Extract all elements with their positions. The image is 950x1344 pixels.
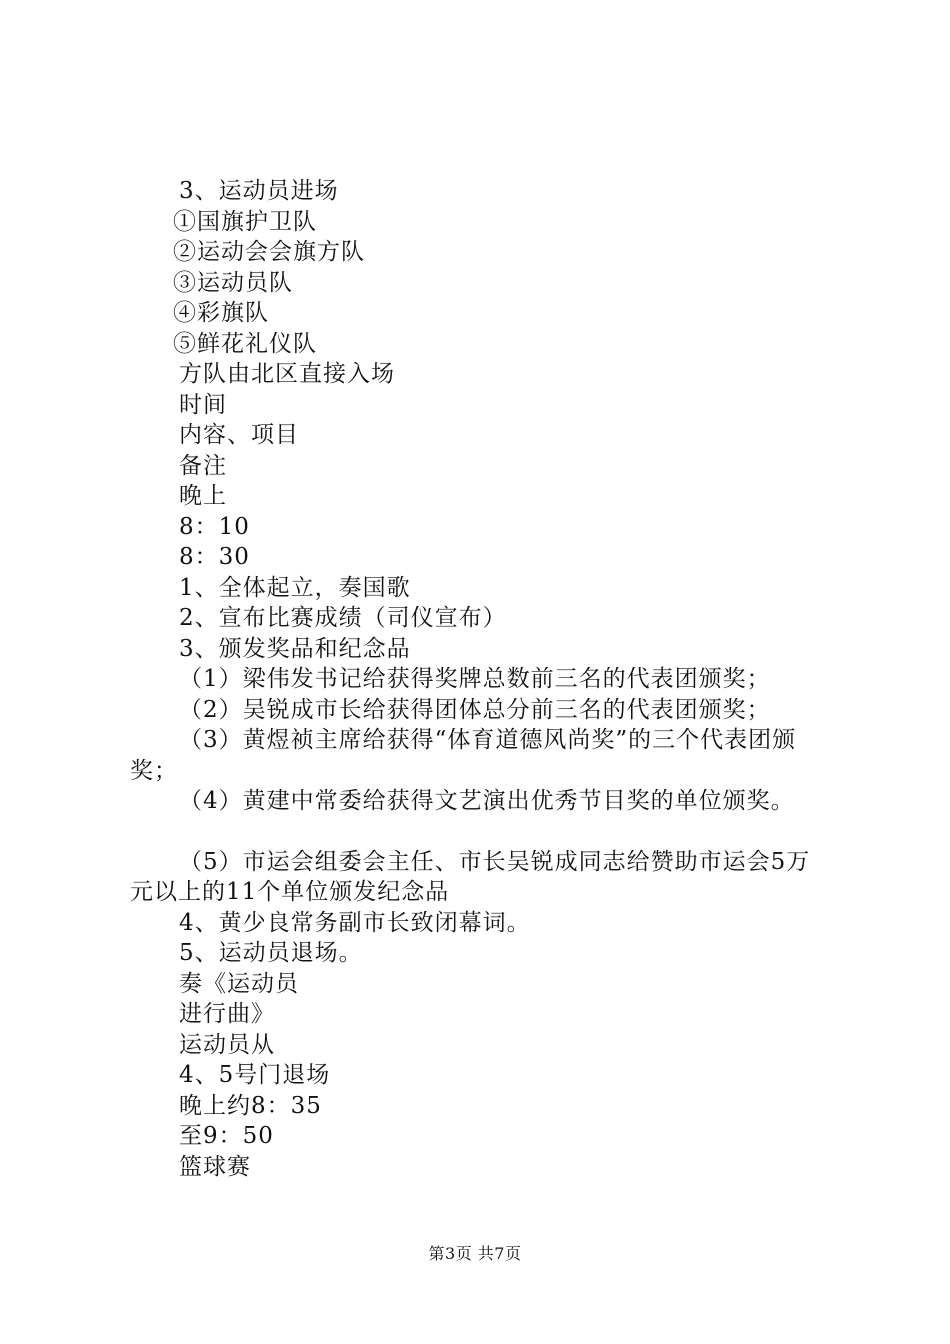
- list-item: ④彩旗队: [173, 300, 269, 326]
- document-body: [130, 176, 830, 1182]
- award-item: （5）市运会组委会主任、市长吴锐成同志给赞助市运会5万元以上的11个单位颁发纪念品: [130, 848, 811, 905]
- text-line: 进行曲》: [179, 1001, 275, 1027]
- list-item: ①国旗护卫队: [173, 208, 317, 235]
- list-item: ②运动会会旗方队: [173, 239, 365, 265]
- text-line: 1、全体起立，奏国歌: [179, 574, 411, 601]
- list-item: ⑤鲜花礼仪队: [173, 330, 317, 357]
- text-line: 2、宣布比赛成绩（司仪宣布）: [179, 605, 507, 631]
- text-line: 方队由北区直接入场: [179, 361, 395, 387]
- text-line: 晚上: [179, 483, 227, 509]
- text-line: 4、黄少良常务副市长致闭幕词。: [179, 909, 531, 936]
- page-number-footer: 第3页 共7页: [428, 1244, 522, 1263]
- text-line: 至9：50: [179, 1123, 274, 1149]
- section-heading-athlete-entry: 3、运动员进场: [179, 178, 339, 204]
- text-line: 4、5号门退场: [179, 1062, 331, 1088]
- award-item: （1）梁伟发书记给获得奖牌总数前三名的代表团颁奖；: [179, 666, 771, 692]
- text-line: 5、运动员退场。: [179, 940, 363, 966]
- text-line: 篮球赛: [179, 1153, 251, 1180]
- text-line: 奏《运动员: [179, 970, 299, 997]
- table-header-time: 时间: [179, 391, 227, 418]
- list-item: ③运动员队: [173, 269, 293, 296]
- text-line: 3、颁发奖品和纪念品: [179, 635, 411, 662]
- award-item: （3）黄煜祯主席给获得“体育道德风尚奖”的三个代表团颁奖；: [130, 727, 797, 784]
- award-item: （4）黄建中常委给获得文艺演出优秀节目奖的单位颁奖。: [179, 788, 795, 814]
- text-line: 8：10: [179, 513, 250, 540]
- table-header-content: 内容、项目: [179, 422, 299, 448]
- award-item: （2）吴锐成市长给获得团体总分前三名的代表团颁奖；: [179, 696, 771, 723]
- text-line: 运动员从: [179, 1031, 275, 1058]
- text-line: 晚上约8：35: [179, 1092, 322, 1119]
- text-line: 8：30: [179, 544, 250, 570]
- table-header-notes: 备注: [179, 452, 227, 479]
- blank-line: [130, 817, 830, 847]
